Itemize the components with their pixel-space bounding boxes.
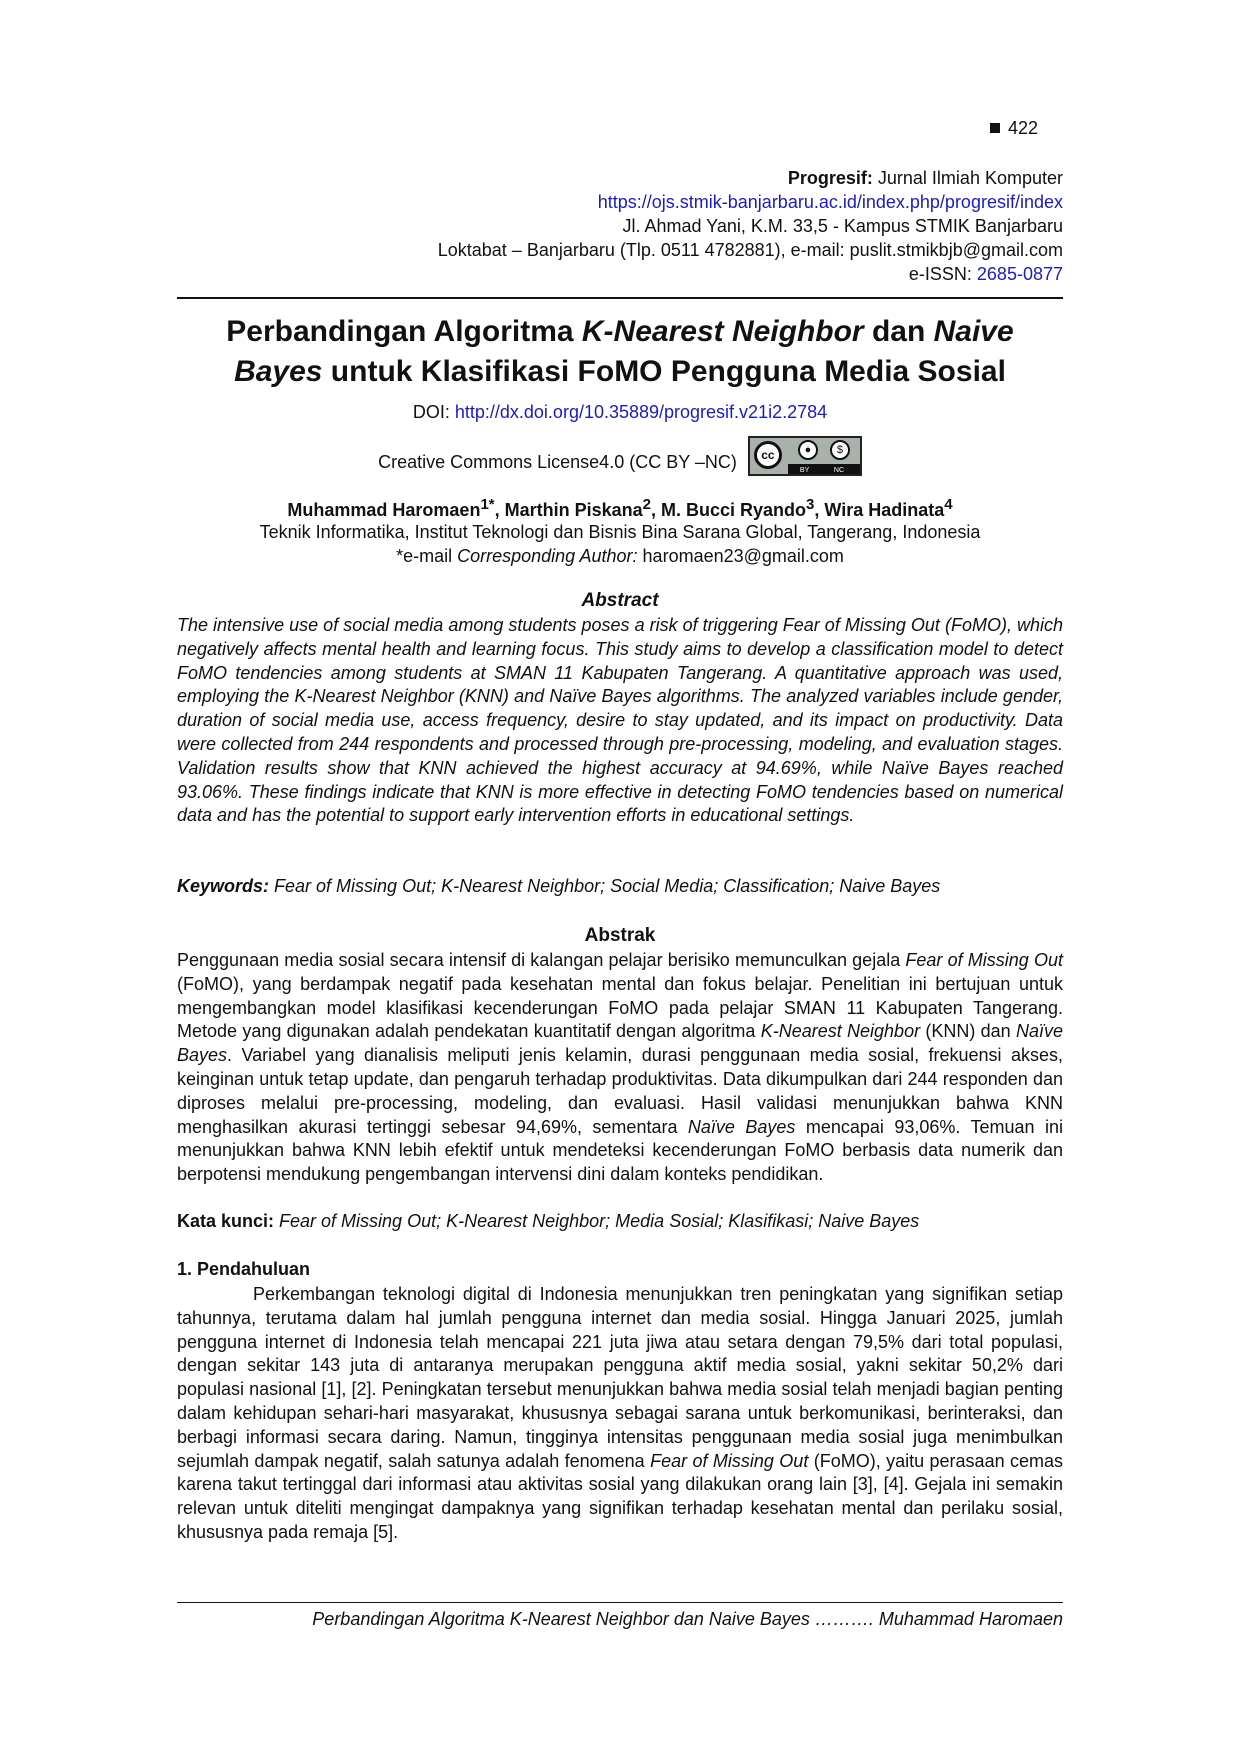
keywords-label: Keywords: [177,876,270,896]
journal-name: Jurnal Ilmiah Komputer [872,168,1063,188]
author-affil-mark: 2 [642,496,652,513]
affiliation-block [177,520,1063,568]
author-list [177,496,1063,521]
cc-icon: cc [754,441,782,469]
journal-address-2: Loktabat – Banjarbaru (Tlp. 0511 4782881), e-mail: puslit.stmikbjb@gmail.com [437,240,1063,260]
paragraph-text: Perkembangan teknologi digital di Indonesia menunjukkan tren peningkatan yang signifikan setiap tahunnya, terutama dalam hal jumlah pengguna internet dan media sosial. Hingga Januari 2025, jumlah pengguna internet di Indonesia telah mencapai 221 juta jiwa atau setara dengan 79,5% dari total populasi, dengan sekitar 143 juta di antaranya merupakan pengguna aktif media sosial, yakni sekitar 50,2% dari populasi nasional [1], [2]. Peningkatan tersebut menunjukkan bahwa media sosial telah menjadi bagian penting dalam kehidupan sehari-hari masyarakat, khususnya sebagai sarana untuk berkomunikasi, berinteraksi, dan berbagi informasi secara daring. Namun, tingginya intensitas penggunaan media sosial juga menimbulkan sejumlah dampak negatif, salah satunya adalah fenomena [177,1284,1063,1471]
abstrak-text: (KNN) dan [920,1021,1016,1042]
title-part-italic: Bayes [234,355,323,388]
journal-header [438,166,1063,286]
title-part: untuk Klasifikasi FoMO Pengguna Media Sosial [322,355,1006,388]
journal-address-1: Jl. Ahmad Yani, K.M. 33,5 - Kampus STMIK Banjarbaru [622,216,1063,236]
license-text: Creative Commons License4.0 (CC BY –NC) [378,452,737,472]
author-affil-mark: 3 [806,496,815,513]
email-prefix: *e-mail [396,546,458,566]
author-name: , Marthin Piskana [494,500,643,520]
abstrak-text-italic: Naïve Bayes [687,1116,796,1137]
author-name: , M. Bucci Ryando [651,500,807,520]
abstrak-text-italic: Naïve Bayes [177,1021,1063,1066]
eissn-link[interactable]: 2685-0877 [976,264,1063,284]
paragraph-text-italic: Fear of Missing Out [650,1450,809,1471]
abstrak-text: . Variabel yang dianalisis meliputi jenis kelamin, durasi penggunaan media sosial, frekuensi akses, keinginan untuk tetap update, dan pengaruh terhadap produktivitas. Data dikumpulkan dari 244 responden dan diproses melalui pre-processing, modeling, dan evaluasi. Hasil validasi menunjukkan bahwa KNN menghasilkan akurasi tertinggi sebesar 94,69%, sementara [177,1045,1063,1137]
license-line [177,436,1063,476]
abstrak-text: Penggunaan media sosial secara intensif di kalangan pelajar berisiko memunculkan gejala [177,950,906,970]
kata-kunci-label: Kata kunci: [177,1211,275,1231]
doi-link[interactable]: http://dx.doi.org/10.35889/progresif.v21i2.2784 [454,402,828,422]
section-heading: 1. Pendahuluan [177,1259,311,1279]
author-affil-mark: 1* [480,496,495,513]
abstrak-heading: Abstrak [584,925,656,946]
header-divider [177,297,1063,299]
author-name: , Wira Hadinata [814,500,945,520]
abstrak-text: mencapai 93,06%. Temuan ini menunjukkan bahwa KNN lebih efektif untuk mendeteksi kecenderungan FoMO berbasis data numerik dan berpotensi mendukung pengembangan intervensi dini dalam konteks pendidikan. [177,1116,1064,1185]
author-name: Muhammad Haromaen [287,500,481,520]
corresponding-email [177,544,1063,568]
page-number-text: 422 [1008,118,1039,138]
journal-name-bold: Progresif: [787,168,873,188]
footer-divider [177,1602,1063,1603]
title-part-italic: Naive [933,315,1014,348]
doi-label: DOI: [412,402,455,422]
section-paragraph [177,1283,1063,1545]
keywords-text: Fear of Missing Out; K-Nearest Neighbor; Social Media; Classification; Naive Bayes [269,876,941,896]
badge-by-label: BY [799,467,810,474]
abstrak-text-italic: K-Nearest Neighbor [760,1021,921,1042]
cc-by-nc-badge-icon[interactable] [748,436,862,476]
square-bullet-icon [990,123,1000,133]
kata-kunci-line [177,1211,1063,1232]
eissn-label: e-ISSN: [908,264,977,284]
abstract-heading: Abstract [581,590,659,611]
abstrak-text-italic: Fear of Missing Out [905,950,1063,970]
title-part-italic: K-Nearest Neighbor [581,315,864,348]
author-affil-mark: 4 [944,496,953,513]
title-part: Perbandingan Algoritma [226,315,582,348]
email-address: haromaen23@gmail.com [637,546,844,566]
badge-nc-label: NC [833,467,845,474]
abstract-body: The intensive use of social media among students poses a risk of triggering Fear of Missing Out (FoMO), which negatively affects mental health and learning focus. This study aims to develop a classification model to detect FoMO tendencies among students at SMAN 11 Kabupaten Tangerang. A quantitative approach was used, employing the K-Nearest Neighbor (KNN) and Naïve Bayes algorithms. The analyzed variables include gender, duration of social media use, access frequency, desire to stay updated, and its impact on productivity. Data were collected from 244 respondents and processed through pre-processing, modeling, and evaluation stages. Validation results show that KNN achieved the highest accuracy at 94.69%, while Naïve Bayes reached 93.06%. These findings indicate that KNN is more effective in detecting FoMO tendencies based on numerical data and has the potential to support early intervention efforts in educational settings. [177,615,1063,826]
running-footer: Perbandingan Algoritma K-Nearest Neighbor dan Naive Bayes ………. Muhammad Haromaen [312,1609,1063,1629]
no-commercial-icon: $ [830,440,850,460]
paper-title [177,312,1063,392]
page-number [990,118,1038,139]
doi-line [177,402,1063,423]
title-part: dan [863,315,934,348]
person-icon: ● [798,440,818,460]
abstrak-body [177,949,1063,1187]
keywords-line [177,876,1063,897]
email-label: Corresponding Author: [457,546,638,566]
badge-strip [788,464,860,474]
affiliation: Teknik Informatika, Institut Teknologi dan Bisnis Bina Sarana Global, Tangerang, Indonesia [259,522,981,542]
abstrak-text: (FoMO), yang berdampak negatif pada kesehatan mental dan fokus belajar. Penelitian ini bertujuan untuk mengembangkan model klasifikasi kecenderungan FoMO pada pelajar SMAN 11 Kabupaten Tangerang. Metode yang digunakan adalah pendekatan kuantitatif dengan algoritma [177,973,1063,1042]
paragraph-text: (FoMO), yaitu perasaan cemas karena takut tertinggal dari informasi atau aktivitas sosial yang dilakukan orang lain [3], [4]. Gejala ini semakin relevan untuk diteliti mengingat dampaknya yang signifikan terhadap kesehatan mental dan perilaku sosial, khususnya pada remaja [5]. [177,1450,1063,1542]
journal-url-link[interactable]: https://ojs.stmik-banjarbaru.ac.id/index.php/progresif/index [597,192,1063,212]
kata-kunci-text: Fear of Missing Out; K-Nearest Neighbor; Media Sosial; Klasifikasi; Naive Bayes [274,1211,920,1231]
